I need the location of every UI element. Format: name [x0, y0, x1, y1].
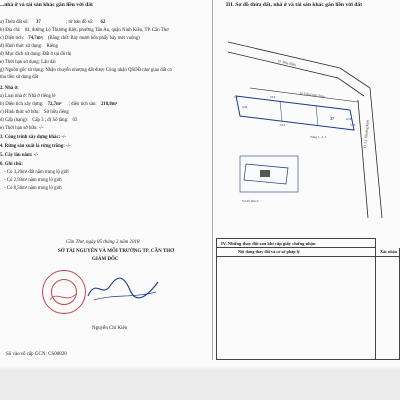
dim-6: 1,5	[234, 95, 238, 99]
sheet-label: ; tờ bản đồ số:	[65, 20, 94, 25]
signature-scribble	[84, 268, 164, 308]
house-title: 2. Nhà ở:	[0, 86, 19, 91]
area-label: c) Diện tích:	[0, 36, 24, 41]
parcel-number: 37	[35, 20, 41, 25]
dim-1: 4,06	[242, 105, 248, 109]
road-right-edge	[370, 88, 382, 218]
floors-label: ; đ) Số tầng:	[44, 118, 69, 123]
grade-value: Cấp 3	[32, 118, 44, 123]
ownership-value: Sở hữu riêng	[43, 110, 69, 115]
road-right-edge-2	[358, 100, 368, 218]
issue-date: Cần Thơ, ngày 05 tháng 2 năm 2018	[66, 240, 140, 245]
area-row	[0, 36, 140, 42]
address-row	[0, 28, 169, 34]
ownership-row	[0, 110, 69, 116]
dim-5: 5,76	[350, 123, 356, 127]
dim-3: 18,0	[280, 123, 286, 127]
detail-hatch	[260, 170, 270, 177]
parcel-divider	[280, 101, 282, 121]
official-stamp	[42, 270, 86, 314]
changes-header-line	[216, 256, 400, 257]
ownership-label: c) Hình thức sở hữu:	[0, 110, 40, 115]
section-header-left: ...nhà ở và tài sản khác gắn liền với đất	[0, 2, 93, 8]
signer-role: GIÁM ĐỐC	[92, 257, 119, 262]
use-form-row	[0, 44, 58, 50]
built-area-row	[0, 102, 117, 108]
grade-label: d) Cấp (hạng):	[0, 118, 28, 123]
map-parcel-label: 37	[330, 116, 334, 121]
street-right-label: Đ. Lý Thường Kiệt	[363, 120, 370, 149]
area-value: 74,7m²;	[28, 36, 44, 41]
address-label: b) Địa chỉ:	[0, 28, 21, 33]
sheet-number: 62	[100, 20, 106, 25]
changes-section	[216, 238, 400, 360]
changes-title: IV. Những thay đổi sau khi cấp giấy chứng nhận	[216, 238, 376, 248]
term-row: e) Thời hạn sử dụng: Lâu dài	[0, 60, 56, 65]
forest-title: 4. Rừng sản xuất là rừng trồng: -/-	[0, 144, 71, 149]
street-mid-label: Đ. Trần Quốc Toản	[299, 91, 325, 99]
house-type-row: a) Loại nhà ở: Nhà ở riêng lẻ	[0, 94, 56, 99]
note-2: - Có 2,93m² nằm trong lộ giới	[4, 178, 62, 183]
notes-title: 6. Ghi chú:	[0, 162, 23, 167]
changes-table-left	[216, 248, 376, 360]
street-top-label: Đ. Hòa Bình	[277, 59, 297, 68]
origin-row: g) Nguồn gốc sử dụng: Nhận chuyển nhượng đất được Công nhận QSDĐ như giao đất có	[0, 68, 172, 73]
changes-table-right	[376, 248, 400, 360]
floor-area-value: 218,8m²	[100, 102, 118, 107]
changes-col-content: Nội dung thay đổi và cơ sở pháp lý	[238, 249, 300, 254]
parcel-label: a) Thửa đất số:	[0, 20, 29, 25]
use-form-label: d) Hình thức sử dụng:	[0, 44, 43, 49]
address-value: 04, đường Lộ Thường Kiệt, phường Tân An, quận Ninh Kiều, TP. Cần Thơ	[24, 28, 169, 33]
map-scale-note: Tầng 1, 2, 3	[310, 135, 327, 139]
issuing-agency: SỞ TÀI NGUYÊN VÀ MÔI TRƯỜNG TP. CẦN THƠ	[58, 249, 174, 254]
background-strip	[0, 372, 400, 400]
parcel-divider-2	[316, 106, 318, 126]
dim-4: 4,56	[346, 117, 352, 121]
road-top-edge-2	[228, 52, 364, 99]
note-3: - Có 8,56m² nằm trong lộ giới	[4, 186, 62, 191]
area-note: (Bằng chữ: Bảy mươi bốn phẩy bảy mét vuông)	[47, 36, 140, 41]
origin-row-2: thu tiền sử dụng đất	[0, 75, 39, 80]
built-area-value: 72,7m²	[47, 102, 62, 107]
parcel-outline	[236, 96, 354, 130]
other-works-title: 3. Công trình xây dựng khác: -/-	[0, 135, 66, 140]
book-number: Số vào sổ cấp GCN: CS00820	[6, 352, 67, 357]
parcel-number-row	[0, 20, 105, 26]
changes-col-confirm: Xác nhận	[380, 249, 398, 254]
parcel-map	[220, 28, 395, 218]
use-form-value: Riêng	[46, 44, 58, 49]
note-1: - Có 3,20m² đất nằm trong lộ giới	[4, 170, 69, 175]
perennial-title: 5. Cây lâu năm: -/-	[0, 153, 39, 158]
signer-name: Nguyễn Chí Kiên	[92, 326, 128, 331]
road-top-edge	[228, 42, 370, 88]
grade-row	[0, 118, 77, 124]
floors-value: 03	[72, 118, 78, 123]
purpose-row: đ) Mục đích sử dụng: Đất ở tại đô thị	[0, 52, 72, 57]
page-divider	[212, 0, 213, 360]
dim-2: 18,4	[270, 95, 276, 99]
house-term-row: e) Thời hạn sở hữu: -/-	[0, 126, 44, 131]
section-header-right: III. Sơ đồ thửa đất, nhà ở và tài sản khác gắn liền với đất	[226, 2, 363, 8]
detail-label: Sơ đồ nhà ở	[242, 199, 259, 203]
floor-area-label: ; diện tích sàn:	[68, 102, 97, 107]
built-area-label: b) Diện tích xây dựng:	[0, 102, 44, 107]
